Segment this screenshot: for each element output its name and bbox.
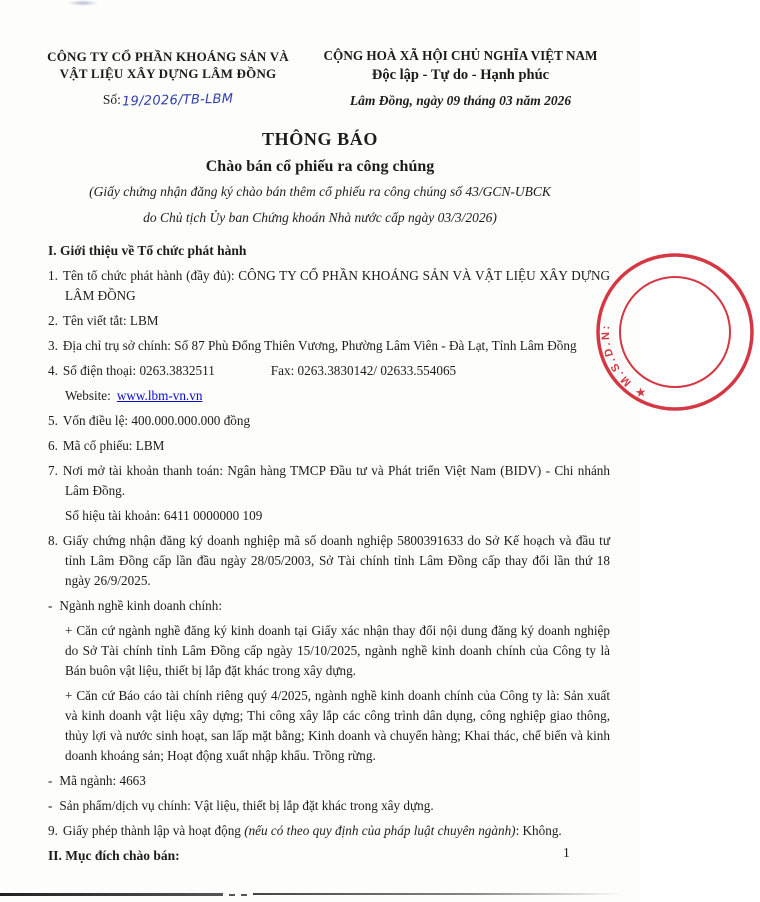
seal-text: ★ M.S.D.N: <box>599 322 649 400</box>
item-number: 8. <box>48 533 58 548</box>
national-motto: Độc lập - Tự do - Hạnh phúc <box>371 67 550 83</box>
dash-marker: - <box>48 773 53 788</box>
national-title: CỘNG HOÀ XÃ HỘI CHỦ NGHĨA VIỆT NAM <box>323 48 598 63</box>
dash-marker: - <box>48 598 53 613</box>
place-date-line: Lâm Đồng, ngày 09 tháng 03 năm 2026 <box>349 93 572 108</box>
plus-paragraph-registered-business: + Căn cứ ngành nghề đăng ký kinh doanh tại Giấy xác nhận thay đổi nội dung đăng ký doanh nghiệp do Sở Tài chính tỉnh Lâm Đồng cấp ngày 15/10/2025, ngành nghề kinh doanh chính của Công ty là Bán buôn vật liệu, thiết bị lắp đặt khác trong xây dựng. <box>65 623 610 678</box>
list-item-ticker <box>48 436 610 456</box>
item-text-italic: (nếu có theo quy định của pháp luật chuyên ngành) <box>244 823 516 838</box>
item-text: Nơi mở tài khoản thanh toán: Ngân hàng TMCP Đầu tư và Phát triển Việt Nam (BIDV) - Chi nhánh Lâm Đồng. <box>62 463 610 498</box>
national-header-block <box>308 48 613 109</box>
list-item-abbreviation <box>48 311 610 331</box>
scan-edge-line-right <box>253 893 623 895</box>
item-text: Sản phẩm/dịch vụ chính: Vật liệu, thiết bị lắp đặt khác trong xây dựng. <box>59 798 434 813</box>
list-item-phone-fax <box>48 361 610 381</box>
item-number: 4. <box>48 363 58 378</box>
list-item-bank <box>48 461 610 501</box>
seal-inner-ring <box>620 277 730 387</box>
website-label: Website: <box>65 388 111 403</box>
dash-item-main-products <box>48 796 610 816</box>
document-number-handwritten: 19/2026/TB-LBM <box>121 91 234 110</box>
item-number: 5. <box>48 413 58 428</box>
issuer-name-line1: CÔNG TY CỔ PHẦN KHOÁNG SẢN VÀ <box>47 49 289 64</box>
list-item-charter-capital <box>48 411 610 431</box>
list-item-issuer-name <box>48 266 610 306</box>
item-number: 7. <box>48 463 58 478</box>
plus-paragraph-financial-report: + Căn cứ Báo cáo tài chính riêng quý 4/2025, ngành nghề kinh doanh chính của Công ty là: Sản xuất và kinh doanh vật liệu xây dựng; Thi công xây lắp các công trình dân dụng, công nghiệp giao thông, thủy lợi và nước sinh hoạt, san lấp mặt bằng; Kinh doanh và chuyển hàng; Khai thác, chế biến và kinh doanh khoáng sản; Hoạt động xuất nhập khẩu. Trồng rừng. <box>65 688 610 763</box>
document-number-label: Số: <box>102 92 121 107</box>
section-heading-2: II. Mục đích chào bán: <box>48 848 180 863</box>
dash-item-industry-code <box>48 771 610 791</box>
scan-edge-line-left <box>0 893 223 896</box>
scan-edge-line-dots <box>229 894 251 896</box>
page-number: 1 <box>563 845 570 860</box>
list-item-address <box>48 336 610 356</box>
certificate-note-line1: (Giấy chứng nhận đăng ký chào bán thêm cổ phiếu ra công chúng số 43/GCN-UBCK <box>89 184 551 199</box>
seal-graphic <box>590 247 760 417</box>
document-title: THÔNG BÁO <box>262 129 378 149</box>
phone-text: Số điện thoại: 0263.3832511 <box>62 363 215 378</box>
item-number: 1. <box>48 268 58 283</box>
item-number: 3. <box>48 338 58 353</box>
item-text: Ngành nghề kinh doanh chính: <box>59 598 223 613</box>
document-header <box>0 0 640 109</box>
account-number-line: Số hiệu tài khoản: 6411 0000000 109 <box>65 508 263 523</box>
item-text-pre: Giấy phép thành lập và hoạt động <box>62 823 245 838</box>
section-heading-1: I. Giới thiệu về Tổ chức phát hành <box>48 243 247 258</box>
document-body <box>48 241 610 866</box>
issuer-block <box>28 48 308 109</box>
certificate-note-line2: do Chủ tịch Ủy ban Chứng khoán Nhà nước cấp ngày 03/3/2026) <box>143 210 497 225</box>
item-number: 2. <box>48 313 58 328</box>
issuer-name-line2: VẬT LIỆU XÂY DỰNG LÂM ĐỒNG <box>59 66 277 81</box>
item-text: Tên tổ chức phát hành (đầy đủ): CÔNG TY CỔ PHẦN KHOÁNG SẢN VÀ VẬT LIỆU XÂY DỰNG LÂM ĐỒNG <box>62 268 610 303</box>
title-block <box>0 129 640 228</box>
item-text: Vốn điều lệ: 400.000.000.000 đồng <box>62 413 251 428</box>
website-link[interactable]: www.lbm-vn.vn <box>116 388 203 403</box>
company-seal <box>590 247 760 417</box>
dash-marker: - <box>48 798 53 813</box>
item-text: Địa chỉ trụ sở chính: Số 87 Phù Đổng Thiên Vương, Phường Lâm Viên - Đà Lạt, Tỉnh Lâm Đồng <box>62 338 577 353</box>
item-text: Mã ngành: 4663 <box>59 773 146 788</box>
item-number: 9. <box>48 823 58 838</box>
scan-artifact-smudge <box>68 0 98 6</box>
seal-outer-ring <box>598 255 752 409</box>
fax-text: Fax: 0263.3830142/ 02633.554065 <box>270 363 457 378</box>
item-number: 6. <box>48 438 58 453</box>
item-text: Giấy chứng nhận đăng ký doanh nghiệp mã số doanh nghiệp 5800391633 do Sở Kế hoạch và đầu tư tỉnh Lâm Đồng cấp lần đầu ngày 28/05/2003, Sở Tài chính tỉnh Lâm Đồng cấp thay đổi lần thứ 18 ngày 26/9/2025. <box>62 533 610 588</box>
website-line <box>48 386 610 406</box>
document-number <box>28 92 308 108</box>
item-text-post: : Không. <box>515 823 562 838</box>
item-text: Mã cổ phiếu: LBM <box>62 438 165 453</box>
list-item-establishment-license <box>48 821 610 841</box>
dash-item-main-business <box>48 596 610 616</box>
list-item-business-registration <box>48 531 610 591</box>
item-text: Tên viết tắt: LBM <box>62 313 159 328</box>
document-subtitle: Chào bán cổ phiếu ra công chúng <box>205 158 435 175</box>
